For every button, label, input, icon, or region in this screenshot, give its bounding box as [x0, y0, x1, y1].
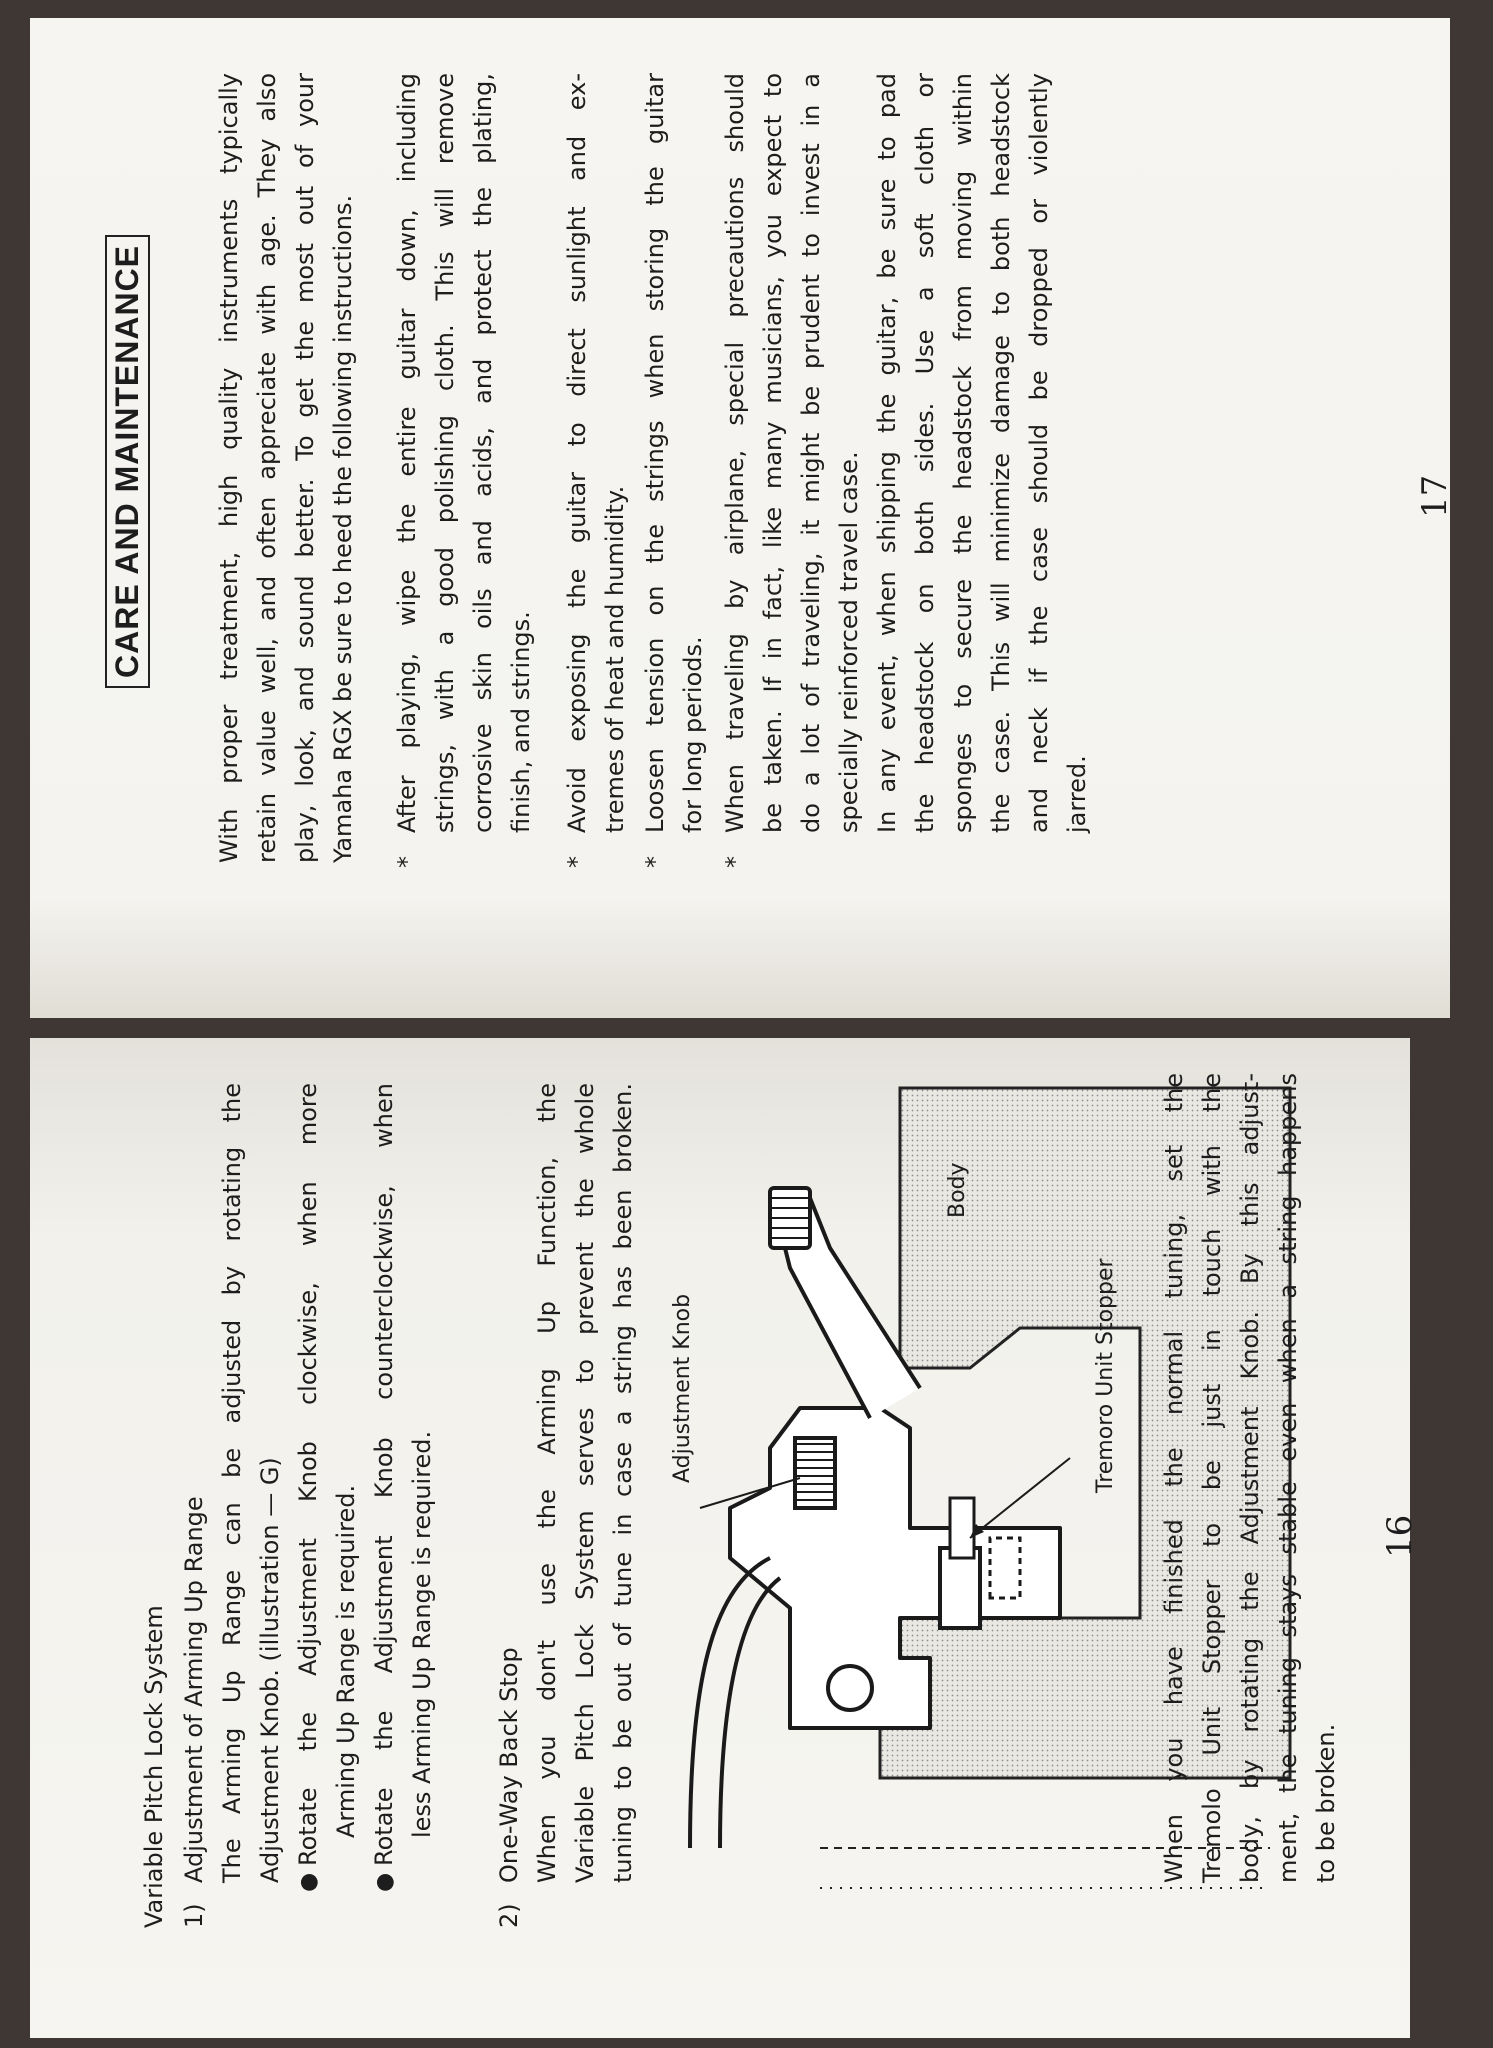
page-17	[30, 18, 1455, 1018]
care-title: CARE AND MAINTENANCE	[105, 235, 150, 688]
item-mark: *	[393, 856, 421, 868]
item-line: the case. This will minimize damage to both headstock	[987, 73, 1015, 833]
intro-line: With proper treatment, high quality instruments typically	[215, 73, 243, 863]
section-2-body-line: When you don't use the Arming Up Function, the	[533, 1083, 561, 1883]
intro-line: play, look, and sound better. To get the most out of your	[291, 73, 319, 863]
item-line: finish, and strings.	[507, 611, 535, 833]
bullet-line: Rotate the Adjustment Knob clockwise, when more	[294, 1083, 322, 1866]
closing-line: body, by rotating the Adjustment Knob. By this adjust-	[1236, 1073, 1264, 1883]
label-tremolo-unit-stopper: Tremoro Unit Stopper	[1093, 1258, 1118, 1493]
section-2-body-line: Variable Pitch Lock System serves to prevent the whole	[571, 1083, 599, 1883]
closing-line: to be broken.	[1312, 1723, 1340, 1883]
bullet-line: less Arming Up Range is required.	[408, 1430, 436, 1838]
item-line: tremes of heat and humidity.	[601, 485, 629, 833]
section-1-title: Adjustment of Arming Up Range	[180, 1496, 208, 1883]
item-line: strings, with a good polishing cloth. This will remove	[431, 73, 459, 833]
item-line: jarred.	[1063, 755, 1091, 833]
bullet-mark: ●	[372, 1872, 397, 1892]
page-number-17: 17	[1415, 474, 1455, 518]
page-16	[30, 1038, 1420, 2038]
closing-line: Tremolo Unit Stopper to be just in touch with the	[1198, 1073, 1226, 1883]
item-line: When traveling by airplane, special precautions should	[721, 73, 749, 833]
section-2-title: One-Way Back Stop	[495, 1647, 523, 1883]
item-line: After playing, wipe the entire guitar down, including	[393, 73, 421, 833]
item-line: Loosen tension on the strings when storing the guitar	[641, 73, 669, 833]
section-1-number: 1)	[180, 1903, 208, 1928]
bullet-mark: ●	[296, 1872, 321, 1892]
section-2-number: 2)	[495, 1903, 523, 1928]
item-line: do a lot of traveling, it might be prudent to invest in a	[797, 73, 825, 833]
item-line: be taken. If in fact, like many musicians, you expect to	[759, 73, 787, 833]
item-mark: *	[721, 856, 749, 868]
section-1-body-line: The Arming Up Range can be adjusted by rotating the	[218, 1083, 246, 1883]
system-heading: Variable Pitch Lock System	[140, 1605, 168, 1928]
item-line: the headstock on both sides. Use a soft cloth or	[911, 73, 939, 833]
item-line: and neck if the case should be dropped or violently	[1025, 73, 1053, 833]
section-2-body-line: tuning to be out of tune in case a string has been broken.	[609, 1083, 637, 1883]
adjustment-knob	[795, 1438, 835, 1508]
item-mark: *	[563, 856, 591, 868]
closing-line: When you have finished the normal tuning, set the	[1160, 1073, 1188, 1883]
item-line: In any event, when shipping the guitar, be sure to pad	[873, 73, 901, 833]
page-number-16: 16	[1380, 1514, 1420, 1558]
label-body: Body	[945, 1162, 970, 1218]
item-line: specially reinforced travel case.	[835, 451, 863, 833]
section-1-body-line: Adjustment Knob. (illustration — G)	[256, 1457, 284, 1883]
item-line: corrosive skin oils and acids, and protect the plating,	[469, 73, 497, 833]
item-line: for long periods.	[679, 636, 707, 833]
intro-line: retain value well, and often appreciate with age. They also	[253, 73, 281, 863]
bullet-line: Rotate the Adjustment Knob counterclockwise, when	[370, 1083, 398, 1866]
label-adjustment-knob: Adjustment Knob	[670, 1293, 695, 1483]
item-line: sponges to secure the headstock from moving within	[949, 73, 977, 833]
bullet-line: Arming Up Range is required.	[332, 1484, 360, 1838]
item-mark: *	[641, 856, 669, 868]
closing-line: ment, the tuning stays stable even when a string happens	[1274, 1073, 1302, 1883]
item-line: Avoid exposing the guitar to direct sunlight and ex-	[563, 73, 591, 833]
intro-line: Yamaha RGX be sure to heed the following instructions.	[329, 194, 357, 863]
